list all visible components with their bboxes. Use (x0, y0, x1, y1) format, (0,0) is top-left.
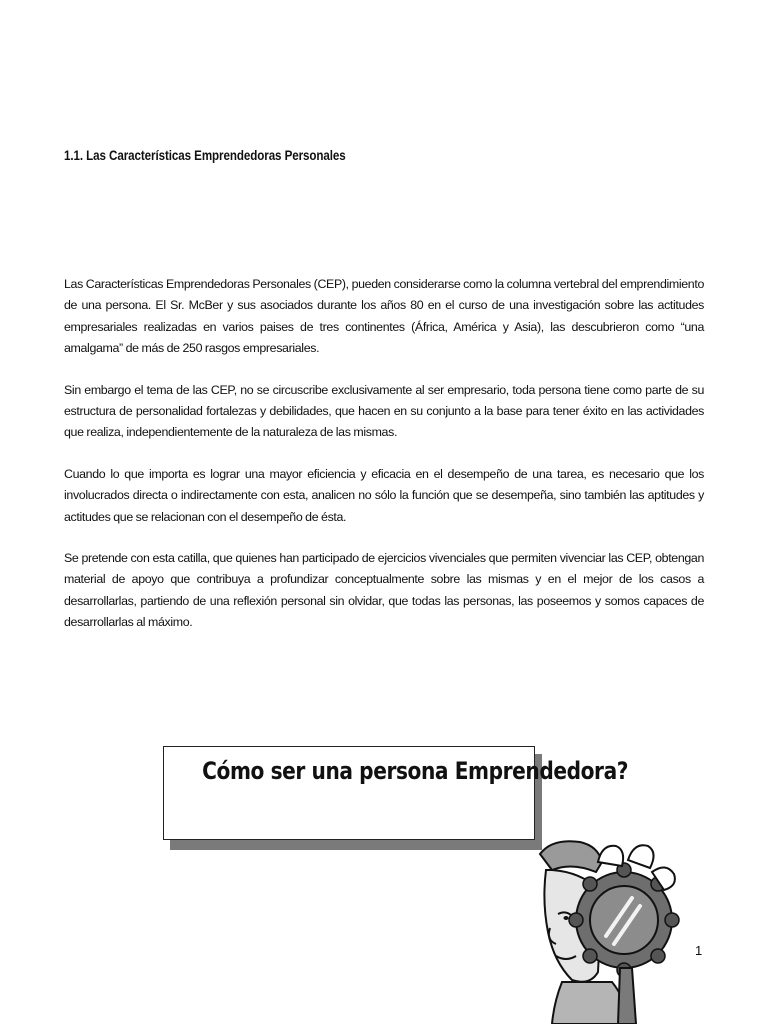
paragraph-3: Cuando lo que importa es lograr una mayor eficiencia y eficacia en el desempeño de una tarea, es necesario que los involucrados directa o indirectamente con esta, analicen no sólo la función que se desempeña, sino también las aptitudes y actitudes que se relacionan con el desempeño de ésta. (64, 466, 704, 524)
page-number: 1 (695, 943, 703, 958)
paragraph-2: Sin embargo el tema de las CEP, no se circuscribe exclusivamente al ser empresario, toda persona tiene como parte de su estructura de personalidad fortalezas y debilidades, que hacen en su conjunto a la base para tener éxito en las actividades que realiza, independientemente de la naturaleza de las mismas. (64, 382, 704, 440)
callout-box (163, 746, 629, 840)
callout-title: Cómo ser una persona Emprendedora? (202, 757, 629, 785)
section-heading: 1.1. Las Características Emprendedoras Personales (64, 148, 346, 163)
paragraph-4: Se pretende con esta catilla, que quienes han participado de ejercicios vivenciales que permiten vivenciar las CEP, obtengan material de apoyo que contribuya a profundizar conceptualmente sobre las mismas y en el mejor de los casos a desarrollarlas, partiendo de una reflexión personal sin olvidar, que todas las personas, las poseemos y somos capaces de desarrollarlas al máximo. (64, 551, 704, 630)
body-text (64, 274, 704, 654)
paragraph-1: Las Características Emprendedoras Personales (CEP), pueden considerarse como la columna vertebral del emprendimiento de una persona. El Sr. McBer y sus asociados durante los años 80 en el curso de una investigación sobre las actitudes empresariales realizadas en varios paises de tres continentes (África, América y Asia), las descubrieron como “una amalgama” de más de 250 rasgos empresariales. (64, 277, 704, 356)
person-holding-mirror-icon (532, 832, 682, 1024)
